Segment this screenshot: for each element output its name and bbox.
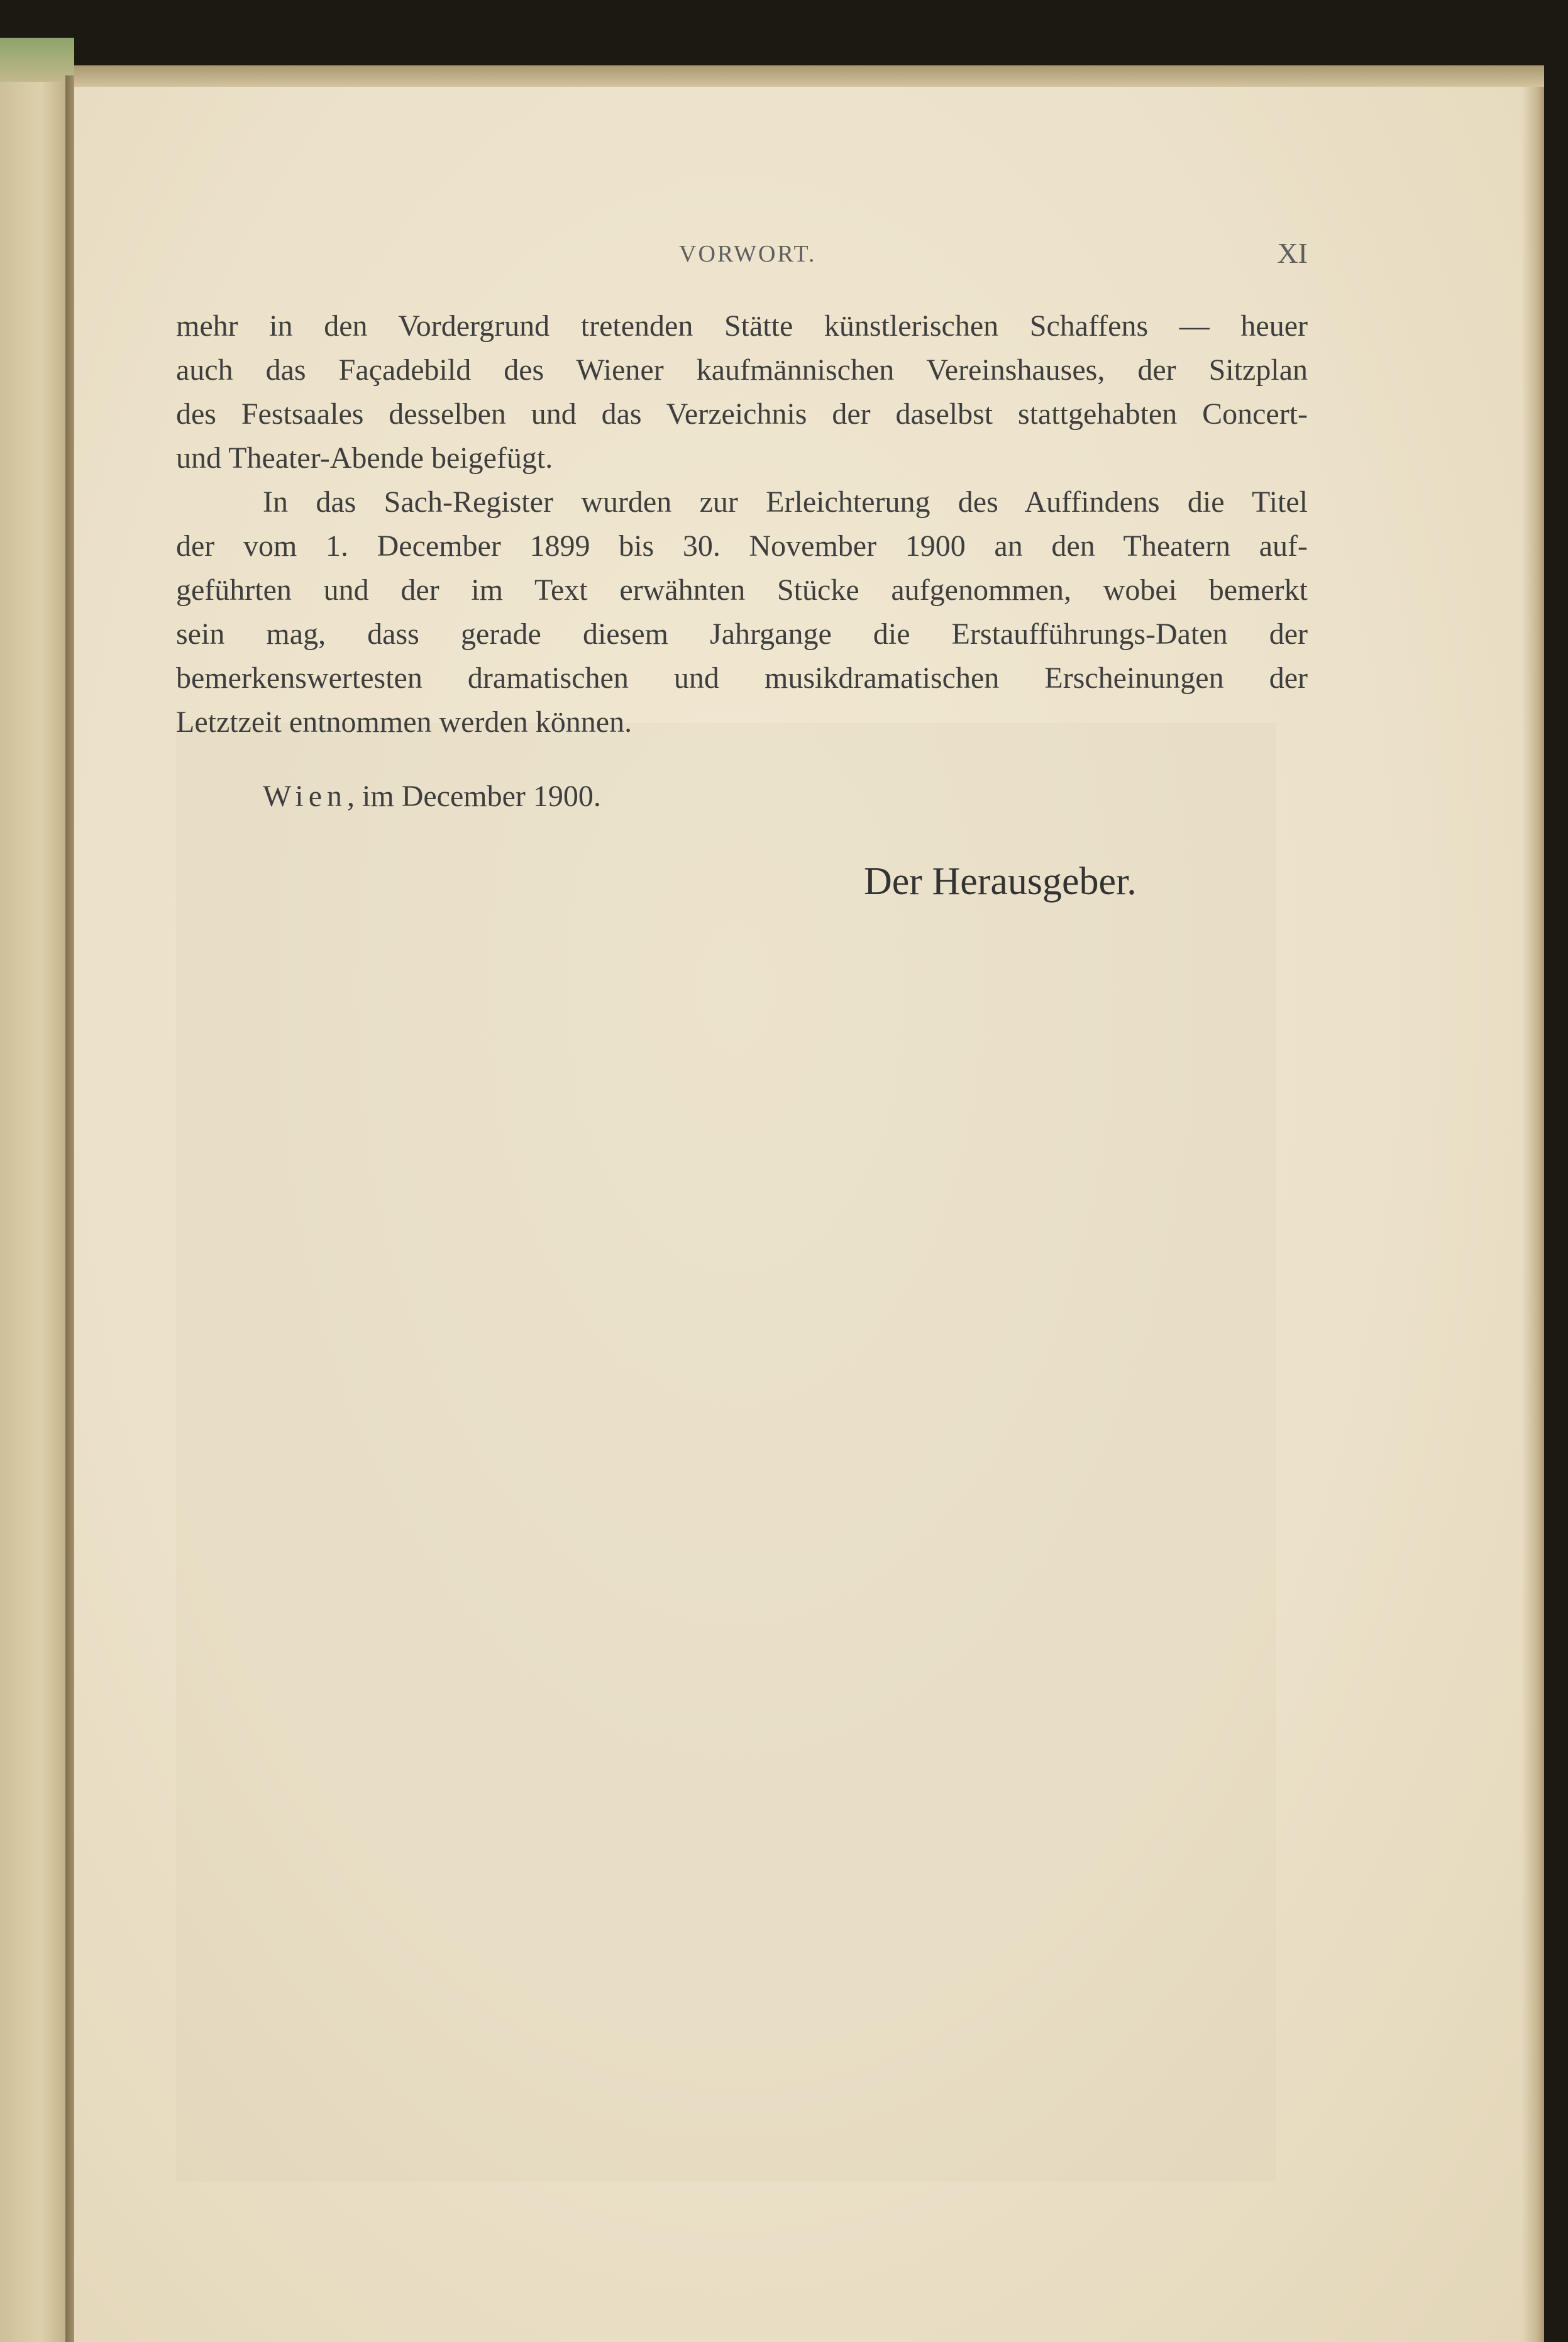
text-line: bemerkenswertesten dramatischen und musikdramatischen Erscheinungen der <box>176 661 1308 695</box>
page-right-edge <box>1521 87 1544 2342</box>
running-head: VORWORT. <box>679 241 817 267</box>
text-line: sein mag, dass gerade diesem Jahrgange die Erstaufführungs-Daten der <box>176 617 1308 651</box>
text-line: geführten und der im Text erwähnten Stücke aufgenommen, wobei bemerkt <box>176 573 1308 607</box>
show-through-shadow <box>176 723 1276 2182</box>
text-line: Letztzeit entnommen werden können. <box>176 705 632 739</box>
text-line: In das Sach-Register wurden zur Erleichterung des Auffindens die Titel <box>263 485 1308 519</box>
text-line: und Theater-Abende beigefügt. <box>176 441 553 475</box>
text-line: des Festsaales desselben und das Verzeichnis der daselbst stattgehabten Concert- <box>176 397 1308 431</box>
text-line: der vom 1. December 1899 bis 30. November 1900 an den Theatern auf- <box>176 529 1308 563</box>
dateline <box>263 775 601 819</box>
dateline-place: Wien <box>263 780 348 813</box>
binding-cloth <box>0 38 74 88</box>
page-number: XI <box>1277 237 1308 269</box>
dateline-date: , im December 1900. <box>347 780 601 813</box>
signature: Der Herausgeber. <box>864 860 1137 903</box>
text-line: mehr in den Vordergrund tretenden Stätte künstlerischen Schaffens — heuer <box>176 309 1308 343</box>
facing-page-edge <box>0 82 74 2342</box>
text-line: auch das Façadebild des Wiener kaufmännischen Vereinshauses, der Sitzplan <box>176 353 1308 387</box>
